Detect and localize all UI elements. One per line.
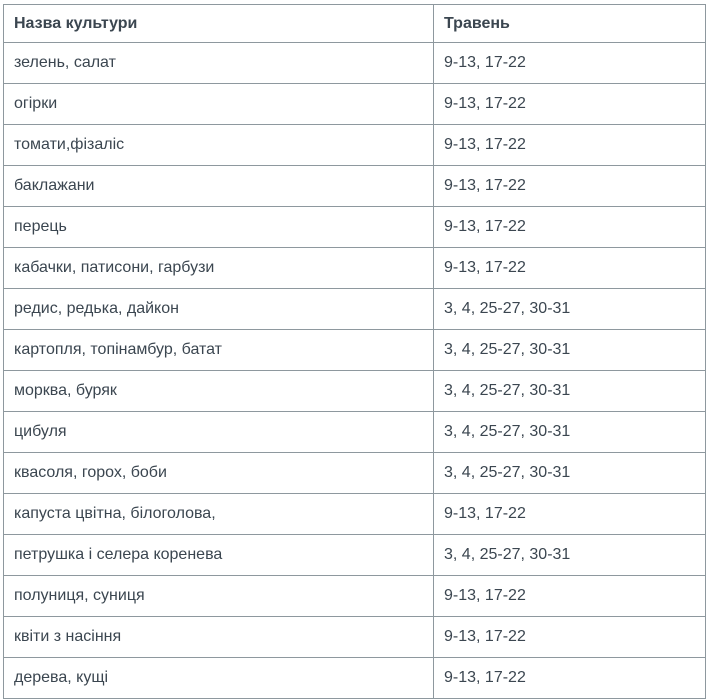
table-body — [4, 43, 706, 699]
dates-cell: 3, 4, 25-27, 30-31 — [434, 453, 706, 494]
dates-cell: 3, 4, 25-27, 30-31 — [434, 330, 706, 371]
table-row — [4, 412, 706, 453]
culture-cell: квіти з насіння — [4, 617, 434, 658]
culture-cell: перець — [4, 207, 434, 248]
culture-cell: томати,фізаліс — [4, 125, 434, 166]
culture-cell: полуниця, суниця — [4, 576, 434, 617]
culture-cell: морква, буряк — [4, 371, 434, 412]
dates-cell: 9-13, 17-22 — [434, 658, 706, 699]
table-row — [4, 453, 706, 494]
dates-cell: 3, 4, 25-27, 30-31 — [434, 412, 706, 453]
table-row — [4, 330, 706, 371]
culture-cell: зелень, салат — [4, 43, 434, 84]
dates-cell: 9-13, 17-22 — [434, 125, 706, 166]
culture-cell: цибуля — [4, 412, 434, 453]
culture-cell: капуста цвітна, білоголова, — [4, 494, 434, 535]
culture-cell: картопля, топінамбур, батат — [4, 330, 434, 371]
table-row — [4, 43, 706, 84]
table-row — [4, 84, 706, 125]
column-header-culture: Назва культури — [4, 5, 434, 43]
culture-cell: баклажани — [4, 166, 434, 207]
dates-cell: 9-13, 17-22 — [434, 84, 706, 125]
table-row — [4, 207, 706, 248]
dates-cell: 9-13, 17-22 — [434, 248, 706, 289]
culture-cell: петрушка і селера коренева — [4, 535, 434, 576]
table-row — [4, 166, 706, 207]
table-row — [4, 494, 706, 535]
column-header-month: Травень — [434, 5, 706, 43]
dates-cell: 9-13, 17-22 — [434, 43, 706, 84]
planting-calendar-table — [3, 4, 706, 699]
table-row — [4, 125, 706, 166]
table-row — [4, 658, 706, 699]
culture-cell: кабачки, патисони, гарбузи — [4, 248, 434, 289]
dates-cell: 9-13, 17-22 — [434, 494, 706, 535]
table-row — [4, 535, 706, 576]
dates-cell: 9-13, 17-22 — [434, 576, 706, 617]
table-row — [4, 289, 706, 330]
header-row — [4, 5, 706, 43]
culture-cell: огірки — [4, 84, 434, 125]
dates-cell: 3, 4, 25-27, 30-31 — [434, 289, 706, 330]
culture-cell: квасоля, горох, боби — [4, 453, 434, 494]
dates-cell: 9-13, 17-22 — [434, 207, 706, 248]
table-row — [4, 371, 706, 412]
table-row — [4, 617, 706, 658]
dates-cell: 9-13, 17-22 — [434, 617, 706, 658]
table-row — [4, 248, 706, 289]
dates-cell: 3, 4, 25-27, 30-31 — [434, 371, 706, 412]
culture-cell: дерева, кущі — [4, 658, 434, 699]
table-row — [4, 576, 706, 617]
dates-cell: 9-13, 17-22 — [434, 166, 706, 207]
culture-cell: редис, редька, дайкон — [4, 289, 434, 330]
dates-cell: 3, 4, 25-27, 30-31 — [434, 535, 706, 576]
